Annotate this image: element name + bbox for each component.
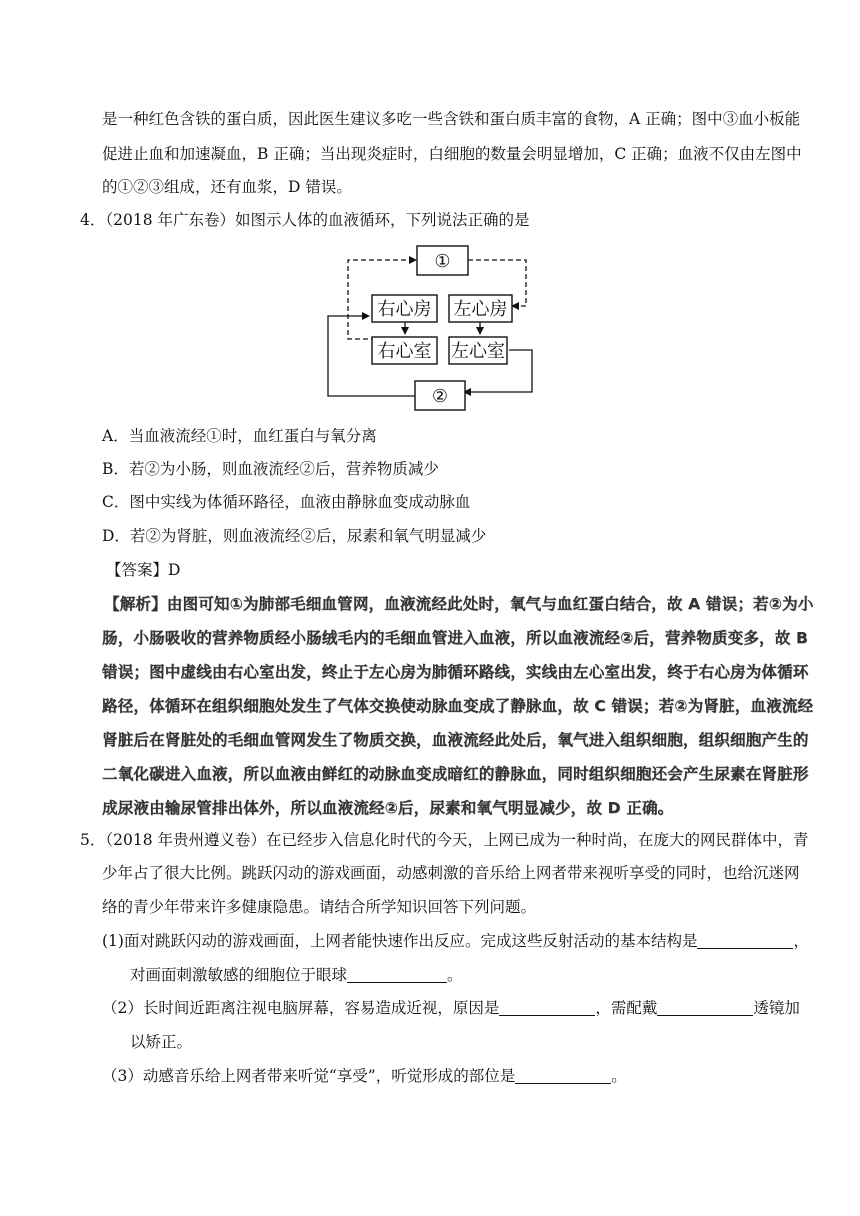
answer-blank-5[interactable] <box>515 1067 611 1084</box>
analysis-line-5: 肾脏后在肾脏处的毛细血管网发生了物质交换，血液流经此处后，氧气进入组织细胞，组织细胞产生的 <box>102 731 809 749</box>
sub-question-2-end-text: 透镜加 <box>753 999 800 1017</box>
sub-question-1b-period: 。 <box>447 966 463 984</box>
answer-blank-3[interactable] <box>499 999 595 1016</box>
prev-explanation-line-1: 是一种红色含铁的蛋白质，因此医生建议多吃一些含铁和蛋白质丰富的食物，A 正确；图中③血小板能 <box>102 110 801 128</box>
option-d: D．若②为肾脏，则血液流经②后，尿素和氧气明显减少 <box>102 527 487 545</box>
analysis-line-7: 成尿液由输尿管排出体外，所以血液流经②后，尿素和氧气明显减少，故 D 正确。 <box>102 799 674 817</box>
bottom-box-label: ② <box>431 386 449 407</box>
sub-question-1b-text: 对画面刺激敏感的细胞位于眼球 <box>130 966 348 984</box>
analysis-line-3: 错误；图中虚线由右心室出发，终止于左心房为肺循环路线，实线由左心室出发，终于右心房为体循环 <box>102 663 809 681</box>
question-4-stem: 4．（2018 年广东卷）如图示人体的血液循环，下列说法正确的是 <box>80 211 530 229</box>
sub-question-1-line-2 <box>130 964 463 986</box>
sub-question-2-line-2: 以矫正。 <box>130 1033 193 1051</box>
sub-question-3-text: （3）动感音乐给上网者带来听觉“享受”，听觉形成的部位是 <box>102 1067 516 1085</box>
analysis-line-1: 【解析】由图可知①为肺部毛细血管网，血液流经此处时，氧气与血红蛋白结合，故 A 错误；若②为小 <box>104 595 814 613</box>
left-ventricle-label: 左心室 <box>451 341 505 362</box>
question-5-stem-line-2: 少年占了很大比例。跳跃闪动的游戏画面，动感刺激的音乐给上网者带来视听享受的同时，也给沉迷网 <box>102 864 800 882</box>
question-5-stem-line-3: 络的青少年带来许多健康隐患。请结合所学知识回答下列问题。 <box>102 898 537 916</box>
sub-question-3-period: 。 <box>611 1067 627 1085</box>
analysis-line-6: 二氧化碳进入血液，所以血液由鲜红的动脉血变成暗红的静脉血，同时组织细胞还会产生尿素在肾脏形 <box>102 765 809 783</box>
right-atrium-label: 右心房 <box>377 299 432 320</box>
analysis-line-2: 肠，小肠吸收的营养物质经小肠绒毛内的毛细血管进入血液，所以血液流经②后，营养物质变多，故 B <box>102 629 809 647</box>
left-atrium-label: 左心房 <box>453 299 508 320</box>
sub-question-3 <box>102 1065 627 1087</box>
option-a: A．当血液流经①时，血红蛋白与氧分离 <box>102 427 377 445</box>
blood-circulation-diagram <box>320 240 540 412</box>
right-ventricle-label: 右心室 <box>377 341 432 362</box>
question-5-stem-line-1: 5．（2018 年贵州遵义卷）在已经步入信息化时代的今天，上网已成为一种时尚，在庞大的网民群体中，青 <box>80 831 809 849</box>
sub-question-2-line-1 <box>102 997 800 1019</box>
top-box-label: ① <box>434 251 451 272</box>
option-b: B．若②为小肠，则血液流经②后，营养物质减少 <box>102 460 439 478</box>
option-c: C．图中实线为体循环路径，血液由静脉血变成动脉血 <box>102 493 471 511</box>
answer-blank-1[interactable] <box>697 932 793 949</box>
sub-question-1-line-1 <box>102 930 809 952</box>
sub-question-1-text: (1)面对跳跃闪动的游戏画面，上网者能快速作出反应。完成这些反射活动的基本结构是 <box>102 932 698 950</box>
answer-blank-2[interactable] <box>347 966 447 983</box>
prev-explanation-line-2: 促进止血和加速凝血，B 正确；当出现炎症时，白细胞的数量会明显增加，C 正确；血液不仅由左图中 <box>102 145 802 163</box>
analysis-line-4: 路径，体循环在组织细胞处发生了气体交换使动脉血变成了静脉血，故 C 错误；若②为肾脏，血液流经 <box>102 697 814 715</box>
answer: 【答案】D <box>106 561 181 579</box>
sub-question-1-comma: ， <box>793 932 809 950</box>
answer-blank-4[interactable] <box>657 999 753 1016</box>
sub-question-2-mid-text: ，需配戴 <box>595 999 658 1017</box>
sub-question-2-text: （2）长时间近距离注视电脑屏幕，容易造成近视，原因是 <box>102 999 500 1017</box>
prev-explanation-line-3: 的①②③组成，还有血浆，D 错误。 <box>102 178 352 196</box>
